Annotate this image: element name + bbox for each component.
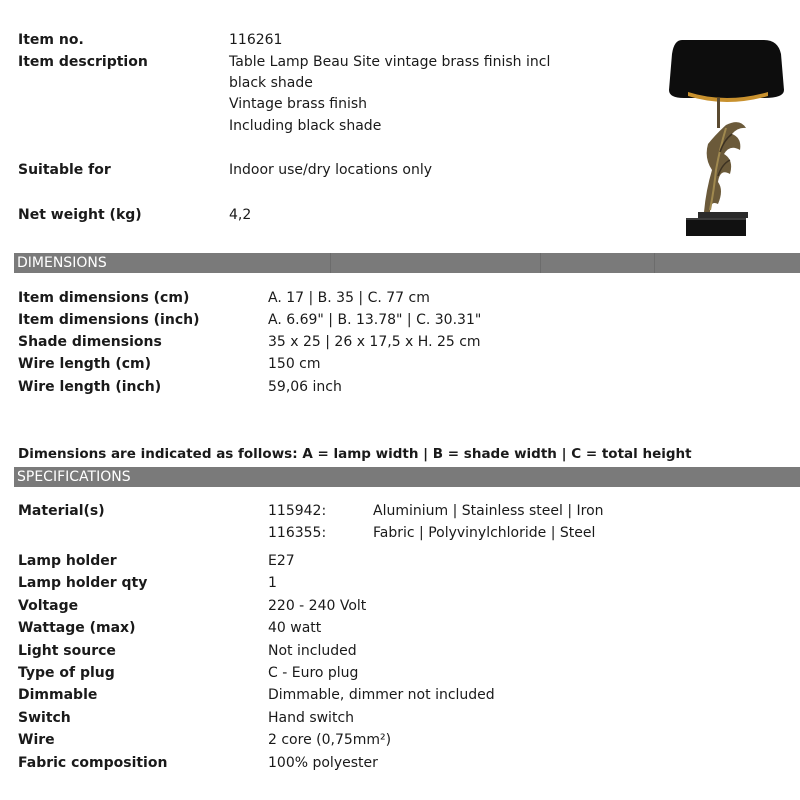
spec-row-value: Dimmable, dimmer not included bbox=[268, 687, 495, 703]
item-description-label: Item description bbox=[18, 54, 148, 70]
spec-row-value: 220 - 240 Volt bbox=[268, 598, 367, 614]
band-divider bbox=[654, 253, 655, 273]
spec-row-label: Fabric composition bbox=[18, 755, 168, 771]
lamp-base-top bbox=[698, 212, 748, 218]
lamp-base-edge bbox=[686, 218, 746, 220]
spec-row-label: Wattage (max) bbox=[18, 620, 136, 636]
lamp-leaf-body bbox=[704, 122, 746, 212]
dimensions-header-text: DIMENSIONS bbox=[17, 255, 107, 271]
spec-row-value: 2 core (0,75mm²) bbox=[268, 732, 392, 748]
spec-row-value: C - Euro plug bbox=[268, 665, 359, 681]
dimension-row-label: Wire length (inch) bbox=[18, 379, 162, 395]
spec-row-label: Type of plug bbox=[18, 665, 115, 681]
spec-row-value: 40 watt bbox=[268, 620, 322, 636]
band-divider bbox=[330, 253, 331, 273]
item-description-line: Table Lamp Beau Site vintage brass finish incl bbox=[229, 54, 551, 70]
spec-row-label: Voltage bbox=[18, 598, 79, 614]
dimension-row-value: 150 cm bbox=[268, 356, 321, 372]
band-divider bbox=[540, 253, 541, 273]
suitable-for-label: Suitable for bbox=[18, 162, 111, 178]
spec-row-value: 1 bbox=[268, 575, 277, 591]
lamp-base bbox=[686, 218, 746, 236]
material-value: Fabric | Polyvinylchloride | Steel bbox=[373, 525, 596, 541]
net-weight-label: Net weight (kg) bbox=[18, 207, 142, 223]
lamp-shade bbox=[669, 40, 784, 98]
spec-row-label: Switch bbox=[18, 710, 71, 726]
dimension-row-value: A. 6.69" | B. 13.78" | C. 30.31" bbox=[268, 312, 482, 328]
dimension-row-label: Item dimensions (inch) bbox=[18, 312, 200, 328]
spec-row-value: E27 bbox=[268, 553, 295, 569]
spec-row-label: Wire bbox=[18, 732, 55, 748]
item-no-value: 116261 bbox=[229, 32, 283, 48]
dimension-row-label: Wire length (cm) bbox=[18, 356, 152, 372]
materials-label: Material(s) bbox=[18, 503, 105, 519]
material-code: 116355: bbox=[268, 525, 327, 541]
spec-row-label: Light source bbox=[18, 643, 116, 659]
spec-row-value: Hand switch bbox=[268, 710, 355, 726]
dimensions-note: Dimensions are indicated as follows: A = lamp width | B = shade width | C = total height bbox=[18, 446, 692, 462]
specifications-header bbox=[14, 467, 800, 487]
suitable-for-value: Indoor use/dry locations only bbox=[229, 162, 433, 178]
lamp-product-image bbox=[660, 30, 790, 245]
net-weight-value: 4,2 bbox=[229, 207, 252, 223]
dimension-row-label: Shade dimensions bbox=[18, 334, 162, 350]
spec-row-label: Dimmable bbox=[18, 687, 98, 703]
item-description-line: Vintage brass finish bbox=[229, 96, 368, 112]
spec-row-value: Not included bbox=[268, 643, 357, 659]
specifications-header-text: SPECIFICATIONS bbox=[17, 469, 131, 485]
material-code: 115942: bbox=[268, 503, 327, 519]
spec-row-label: Lamp holder qty bbox=[18, 575, 148, 591]
dimension-row-value: A. 17 | B. 35 | C. 77 cm bbox=[268, 290, 430, 306]
item-description-line: black shade bbox=[229, 75, 313, 91]
dimensions-header bbox=[14, 253, 800, 273]
item-description-line: Including black shade bbox=[229, 118, 382, 134]
item-no-label: Item no. bbox=[18, 32, 84, 48]
spec-row-value: 100% polyester bbox=[268, 755, 378, 771]
spec-row-label: Lamp holder bbox=[18, 553, 117, 569]
dimension-row-label: Item dimensions (cm) bbox=[18, 290, 190, 306]
dimension-row-value: 59,06 inch bbox=[268, 379, 342, 395]
material-value: Aluminium | Stainless steel | Iron bbox=[373, 503, 604, 519]
dimension-row-value: 35 x 25 | 26 x 17,5 x H. 25 cm bbox=[268, 334, 481, 350]
lamp-rod bbox=[717, 98, 720, 128]
